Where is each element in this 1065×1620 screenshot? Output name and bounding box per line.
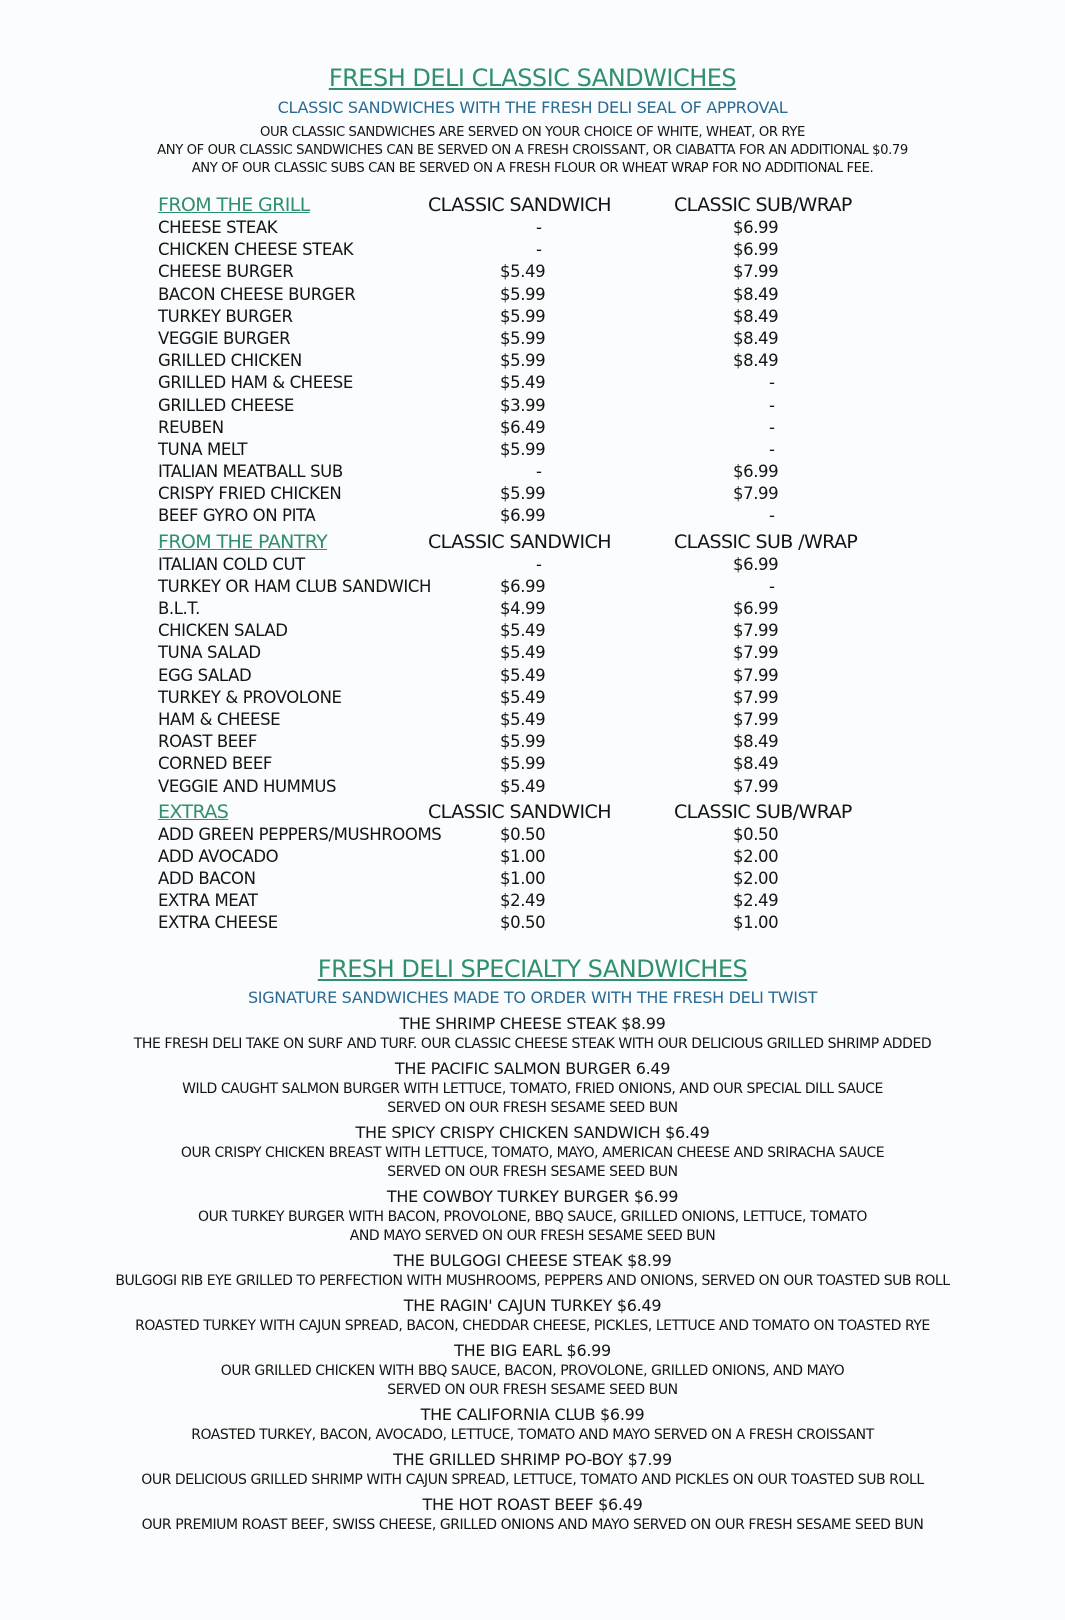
sub-price: - xyxy=(769,395,775,415)
menu-row xyxy=(0,666,1065,688)
specialty-item xyxy=(0,1013,1065,1054)
menu-row xyxy=(0,621,1065,643)
item-name: TUNA MELT xyxy=(158,439,248,459)
sandwich-price: $0.50 xyxy=(500,824,546,844)
sub-price: $1.00 xyxy=(733,913,779,933)
sub-price: $7.99 xyxy=(733,484,779,504)
specialty-name: THE CALIFORNIA CLUB $6.99 xyxy=(420,1405,645,1424)
sub-price: $8.49 xyxy=(733,328,779,348)
sandwich-price: $5.99 xyxy=(500,328,546,348)
col-header-sandwich: CLASSIC SANDWICH xyxy=(428,800,611,823)
intro-line: OUR CLASSIC SANDWICHES ARE SERVED ON YOUR CHOICE OF WHITE, WHEAT, OR RYE xyxy=(260,125,805,140)
menu-row xyxy=(0,913,1065,935)
sandwich-price: $0.50 xyxy=(500,913,546,933)
item-name: VEGGIE AND HUMMUS xyxy=(158,776,337,796)
specialty-desc: OUR GRILLED CHICKEN WITH BBQ SAUCE, BACON, PROVOLONE, GRILLED ONIONS, AND MAYO xyxy=(220,1363,845,1379)
classic-menu-table xyxy=(0,192,1065,936)
sandwich-price: - xyxy=(536,240,542,260)
sandwich-price: - xyxy=(536,554,542,574)
sandwich-price: $6.49 xyxy=(500,417,546,437)
sub-price: $7.99 xyxy=(733,621,779,641)
specialty-desc: SERVED ON OUR FRESH SESAME SEED BUN xyxy=(387,1100,678,1116)
specialty-subtitle: SIGNATURE SANDWICHES MADE TO ORDER WITH THE FRESH DELI TWIST xyxy=(247,988,818,1007)
sub-price: $2.00 xyxy=(733,869,779,889)
specialty-desc: OUR CRISPY CHICKEN BREAST WITH LETTUCE, TOMATO, MAYO, AMERICAN CHEESE AND SRIRACHA SAUCE xyxy=(180,1145,885,1161)
item-name: GRILLED HAM & CHEESE xyxy=(158,373,353,393)
specialty-name: THE PACIFIC SALMON BURGER 6.49 xyxy=(394,1059,671,1078)
sandwich-price: $6.99 xyxy=(500,506,546,526)
sub-price: $6.99 xyxy=(733,599,779,618)
grill-list xyxy=(0,218,1065,529)
menu-row xyxy=(0,643,1065,665)
sandwich-price: $5.99 xyxy=(500,732,546,752)
col-header-sandwich: CLASSIC SANDWICH xyxy=(428,194,611,216)
sandwich-price: $2.49 xyxy=(500,891,546,911)
specialty-title: FRESH DELI SPECIALTY SANDWICHES xyxy=(317,955,748,983)
specialty-desc: SERVED ON OUR FRESH SESAME SEED BUN xyxy=(387,1382,678,1398)
sub-price: - xyxy=(769,373,775,393)
specialty-desc: ROASTED TURKEY, BACON, AVOCADO, LETTUCE, TOMATO AND MAYO SERVED ON A FRESH CROISSANT xyxy=(191,1427,874,1443)
sandwich-price: $5.99 xyxy=(500,439,546,459)
sub-price: $6.99 xyxy=(733,218,779,237)
sandwich-price: - xyxy=(536,462,542,482)
menu-row xyxy=(0,555,1065,577)
specialty-desc: AND MAYO SERVED ON OUR FRESH SESAME SEED BUN xyxy=(349,1228,716,1244)
sandwich-price: $5.99 xyxy=(500,754,546,774)
extras-heading: EXTRAS xyxy=(158,800,229,823)
specialty-desc: OUR PREMIUM ROAST BEEF, SWISS CHEESE, GRILLED ONIONS AND MAYO SERVED ON OUR FRESH SESAME SEED BUN xyxy=(141,1517,924,1533)
item-name: CHEESE BURGER xyxy=(158,262,294,282)
specialty-name: THE SHRIMP CHEESE STEAK $8.99 xyxy=(399,1014,666,1033)
specialty-desc: BULGOGI RIB EYE GRILLED TO PERFECTION WITH MUSHROOMS, PEPPERS AND ONIONS, SERVED ON OUR TOASTED SUB ROLL xyxy=(115,1273,950,1289)
intro-line: ANY OF OUR CLASSIC SANDWICHES CAN BE SERVED ON A FRESH CROISSANT, OR CIABATTA FOR AN ADDITIONAL $0.79 xyxy=(157,143,908,158)
item-name: CORNED BEEF xyxy=(158,754,272,774)
item-name: EXTRA CHEESE xyxy=(158,913,278,933)
specialty-desc: OUR DELICIOUS GRILLED SHRIMP WITH CAJUN SPREAD, LETTUCE, TOMATO AND PICKLES ON OUR TOASTED SUB ROLL xyxy=(141,1472,924,1488)
classic-intro xyxy=(0,124,1065,178)
sub-price: $2.00 xyxy=(733,846,779,866)
sub-price: - xyxy=(769,506,775,526)
menu-row xyxy=(0,262,1065,284)
specialty-desc: WILD CAUGHT SALMON BURGER WITH LETTUCE, TOMATO, FRIED ONIONS, AND OUR SPECIAL DILL SAUCE xyxy=(182,1081,883,1097)
item-name: CHEESE STEAK xyxy=(158,218,278,237)
col-header-sub: CLASSIC SUB /WRAP xyxy=(674,530,858,553)
menu-row xyxy=(0,307,1065,329)
sandwich-price: $3.99 xyxy=(500,395,546,415)
sub-price: $7.99 xyxy=(733,709,779,729)
item-name: BEEF GYRO ON PITA xyxy=(158,506,316,526)
sub-price: $7.99 xyxy=(733,665,779,685)
sub-price: $0.50 xyxy=(733,824,779,844)
sub-price: - xyxy=(769,417,775,437)
sandwich-price: $5.49 xyxy=(500,643,546,663)
pantry-list xyxy=(0,555,1065,799)
sub-price: $7.99 xyxy=(733,643,779,663)
menu-row xyxy=(0,329,1065,351)
item-name: CHICKEN CHEESE STEAK xyxy=(158,240,354,260)
specialty-item xyxy=(0,1058,1065,1118)
specialty-name: THE GRILLED SHRIMP PO-BOY $7.99 xyxy=(393,1450,672,1469)
menu-row xyxy=(0,732,1065,754)
specialty-item xyxy=(0,1494,1065,1535)
menu-row xyxy=(0,754,1065,776)
specialty-item xyxy=(0,1340,1065,1400)
item-name: HAM & CHEESE xyxy=(158,709,281,729)
item-name: GRILLED CHEESE xyxy=(158,395,294,415)
sandwich-price: $5.99 xyxy=(500,351,546,371)
menu-row xyxy=(0,351,1065,373)
extras-list xyxy=(0,825,1065,936)
menu-row xyxy=(0,418,1065,440)
col-header-sub: CLASSIC SUB/WRAP xyxy=(674,194,852,216)
sandwich-price: $5.99 xyxy=(500,484,546,504)
sub-price: $7.99 xyxy=(733,262,779,282)
classic-title: FRESH DELI CLASSIC SANDWICHES xyxy=(328,64,737,92)
sandwich-price: $5.49 xyxy=(500,687,546,707)
menu-row xyxy=(0,396,1065,418)
intro-line: ANY OF OUR CLASSIC SUBS CAN BE SERVED ON A FRESH FLOUR OR WHEAT WRAP FOR NO ADDITIONAL FEE. xyxy=(191,161,874,176)
item-name: EXTRA MEAT xyxy=(158,891,258,911)
sub-price: $7.99 xyxy=(733,776,779,796)
menu-row xyxy=(0,462,1065,484)
menu-row xyxy=(0,777,1065,799)
sub-price: $8.49 xyxy=(733,284,779,304)
item-name: ROAST BEEF xyxy=(158,732,257,752)
item-name: EGG SALAD xyxy=(158,665,252,685)
sub-price: - xyxy=(769,576,775,596)
sub-price: $8.49 xyxy=(733,306,779,326)
menu-row xyxy=(0,688,1065,710)
specialty-name: THE HOT ROAST BEEF $6.49 xyxy=(422,1495,643,1514)
specialty-name: THE BULGOGI CHEESE STEAK $8.99 xyxy=(393,1251,672,1270)
menu-row xyxy=(0,599,1065,621)
item-name: BACON CHEESE BURGER xyxy=(158,284,356,304)
item-name: ADD BACON xyxy=(158,869,256,889)
sub-price: $6.99 xyxy=(733,240,779,260)
specialty-name: THE BIG EARL $6.99 xyxy=(454,1341,611,1360)
sub-price: $8.49 xyxy=(733,754,779,774)
specialty-item xyxy=(0,1295,1065,1336)
sandwich-price: $6.99 xyxy=(500,576,546,596)
col-header-sandwich: CLASSIC SANDWICH xyxy=(428,530,611,553)
menu-row xyxy=(0,825,1065,847)
classic-subtitle: CLASSIC SANDWICHES WITH THE FRESH DELI SEAL OF APPROVAL xyxy=(277,98,788,117)
sub-price: $6.99 xyxy=(733,554,779,574)
specialty-desc: ROASTED TURKEY WITH CAJUN SPREAD, BACON, CHEDDAR CHEESE, PICKLES, LETTUCE AND TOMATO ON TOASTED RYE xyxy=(135,1318,930,1334)
menu-row xyxy=(0,440,1065,462)
grill-header xyxy=(0,192,1065,218)
sandwich-price: $1.00 xyxy=(500,869,546,889)
menu-row xyxy=(0,847,1065,869)
item-name: CRISPY FRIED CHICKEN xyxy=(158,484,342,504)
specialty-item xyxy=(0,1404,1065,1445)
grill-heading: FROM THE GRILL xyxy=(158,194,310,216)
menu-row xyxy=(0,710,1065,732)
sandwich-price: $5.49 xyxy=(500,373,546,393)
specialty-list xyxy=(0,1013,1065,1539)
sandwich-price: $5.99 xyxy=(500,306,546,326)
sandwich-price: $5.49 xyxy=(500,709,546,729)
specialty-item xyxy=(0,1122,1065,1182)
menu-row xyxy=(0,285,1065,307)
sub-price: $2.49 xyxy=(733,891,779,911)
sandwich-price: $5.49 xyxy=(500,621,546,641)
specialty-item xyxy=(0,1186,1065,1246)
menu-row xyxy=(0,484,1065,506)
sandwich-price: $5.99 xyxy=(500,284,546,304)
item-name: ITALIAN MEATBALL SUB xyxy=(158,462,343,482)
specialty-name: THE SPICY CRISPY CHICKEN SANDWICH $6.49 xyxy=(355,1123,710,1142)
menu-row xyxy=(0,506,1065,528)
sandwich-price: $1.00 xyxy=(500,846,546,866)
sub-price: $6.99 xyxy=(733,462,779,482)
sandwich-price: $5.49 xyxy=(500,665,546,685)
sandwich-price: $5.49 xyxy=(500,262,546,282)
item-name: REUBEN xyxy=(158,417,224,437)
item-name: TURKEY & PROVOLONE xyxy=(158,687,342,707)
extras-header xyxy=(0,799,1065,825)
menu-row xyxy=(0,240,1065,262)
menu-row xyxy=(0,869,1065,891)
menu-row xyxy=(0,891,1065,913)
specialty-item xyxy=(0,1449,1065,1490)
item-name: TUNA SALAD xyxy=(158,643,261,663)
sandwich-price: - xyxy=(536,218,542,237)
item-name: B.L.T. xyxy=(158,599,200,618)
item-name: TURKEY OR HAM CLUB SANDWICH xyxy=(158,576,432,596)
menu-row xyxy=(0,577,1065,599)
pantry-heading: FROM THE PANTRY xyxy=(158,530,328,553)
sub-price: $8.49 xyxy=(733,732,779,752)
sub-price: $8.49 xyxy=(733,351,779,371)
specialty-name: THE RAGIN' CAJUN TURKEY $6.49 xyxy=(403,1296,662,1315)
item-name: ADD GREEN PEPPERS/MUSHROOMS xyxy=(158,824,442,844)
specialty-item xyxy=(0,1250,1065,1291)
sandwich-price: $5.49 xyxy=(500,776,546,796)
pantry-header xyxy=(0,529,1065,555)
item-name: ITALIAN COLD CUT xyxy=(158,554,305,574)
sub-price: - xyxy=(769,439,775,459)
menu-row xyxy=(0,373,1065,395)
specialty-desc: OUR TURKEY BURGER WITH BACON, PROVOLONE, BBQ SAUCE, GRILLED ONIONS, LETTUCE, TOMATO xyxy=(198,1209,867,1225)
item-name: CHICKEN SALAD xyxy=(158,621,288,641)
specialty-desc: THE FRESH DELI TAKE ON SURF AND TURF. OUR CLASSIC CHEESE STEAK WITH OUR DELICIOUS GRILLED SHRIMP ADDED xyxy=(133,1036,932,1052)
menu-row xyxy=(0,218,1065,240)
item-name: VEGGIE BURGER xyxy=(158,328,291,348)
item-name: ADD AVOCADO xyxy=(158,846,279,866)
sub-price: $7.99 xyxy=(733,687,779,707)
specialty-desc: SERVED ON OUR FRESH SESAME SEED BUN xyxy=(387,1164,678,1180)
item-name: GRILLED CHICKEN xyxy=(158,351,302,371)
specialty-name: THE COWBOY TURKEY BURGER $6.99 xyxy=(386,1187,679,1206)
item-name: TURKEY BURGER xyxy=(158,306,293,326)
sandwich-price: $4.99 xyxy=(500,599,546,618)
col-header-sub: CLASSIC SUB/WRAP xyxy=(674,800,852,823)
